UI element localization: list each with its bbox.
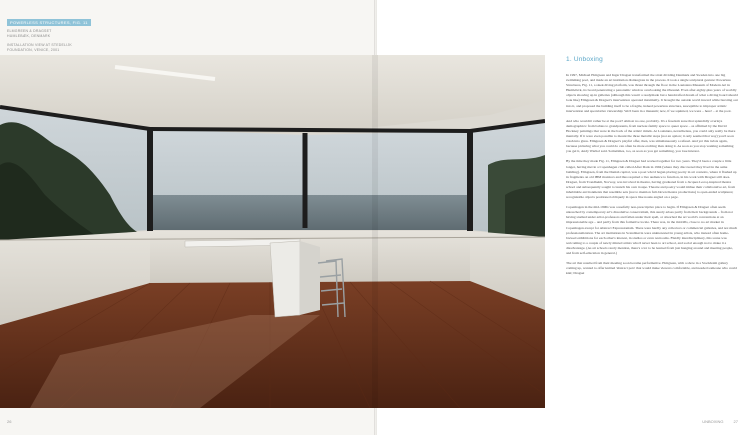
caption-tag: POWERLESS STRUCTURES, FIG. 11: [7, 19, 91, 26]
caption-line-1: ELMGREEN & DRAGSET: [7, 29, 52, 33]
paragraph: In 1997, Michael Elmgreen and Ingar Dragset transformed the strait dividing Denmark and Sweden into one big swimming pool, and made an art institution disintegrate in the process. It took a single sculptural gesture: Powerless Structures, Fig. 11, a sleek diving platform, was thrust through the floor in the Louisiana Museum of Modern Art in Humlebæk, its board penetrating a panoramic window overlooking the Øresund. Even after eighty-plus years of worldly objects showing up in galleries (although this wasn't a readymade but a handcrafted dream of what a diving board should look like) Elmgreen & Dragset's intervention operated maximally. It brought the outside world inward while bursting out into it, and proposed the building itself to be a fragile, indeed powerless structure, susceptible to improper artistic intervention and speculative viewership: We'd been in a museum; now, if we squinted, we were – here! – at the pool.: [566, 73, 738, 113]
article-text-column: [566, 56, 738, 281]
chapter-title: 1. Unboxing: [566, 56, 603, 63]
caption-line-3: INSTALLATION VIEW AT STEDELIJK: [7, 43, 72, 47]
caption-line-4: FOUNDATION, VENICE, 2001: [7, 48, 60, 52]
paragraph: Copenhagen in the mid-1990s was a usefully non-prescriptive place to begin. If Elmgreen & Dragset often seem untouched by contemporary art's dissolutive conservatism, this surely arises partly from their backgrounds – from not having studied under artist-professors and fallen under their spell, or absorbed the art world's conventions at an impressionable age – and partly from this formative locale. There was, in the mid-90s, close to no art market in Copenhagen except for Abstract Expressionism. There were hardly any collectors or commercial galleries, and not much professionalization. The art institutions in Scandinavia were uninterested in young artists, who instead often home-brewed exhibitions for each other's interest, in studios or even restrooms. Fluidly interdisciplinary, this scene was welcoming to a couple of newly minted artists who'd never been to art school, and social enough not to make it a disadvantage. (As art schools rarely mention, there's a lot to be learned from just hanging around and meeting people, and from self-education in general.): [566, 205, 738, 255]
image-caption-header: [7, 11, 91, 53]
right-page-number: 27: [733, 419, 738, 424]
paragraph: The art that resulted from their meeting soon became performative. Elmgreen, with a show in a Stockholm gallery coming up, wanted to offer knitted 'abstract pots' that would make viewers comfortable, and needed someone who could knit; Dragset: [566, 261, 737, 276]
paragraph: And who wouldn't rather be at the pool? Almost no one, probably. It's a freedom zone that splendidly overlays demographics: from babies to grandparents, from nuclear-family space to queer space – as affirmed by the David Hockney paintings that were in the back of the artists' minds. At Louisiana, nevertheless, you could only really be there mentally. If it were even possible to mount the three metallic steps (not an option; it only seemed that way) you'd soon crash into glass. Elmgreen & Dragset's playful offer, then, was simultaneously a refusal. And yet this twists again, because picturing what you could do can often be more exciting than doing it. As soon as you stop wanting something you get it, Andy Warhol said. Sometimes, too, as soon as you get something, you lose interest.: [566, 118, 736, 154]
left-page-number: 26: [7, 419, 12, 424]
room-with-diving-board-photo: [0, 55, 545, 408]
caption-line-2: HUMLEBÆK, DENMARK: [7, 34, 51, 38]
right-page-footer: [702, 419, 738, 424]
paragraph: By the time they made Fig. 11, Elmgreen & Dragset had worked together for two years. They'd been a couple a little longer, having met in a Copenhagen club called After Dark in 1994 (where they discovered they lived in the same building). Elmgreen, from the Danish capital, was a poet who'd begun placing poetry in art contexts, where it flashed up in fragments on old IBM monitors and thus required a live audience to function, in his work with Dragset still does. Dragset, from Trondheim, Norway, was involved in theatre, having graduated from a Jacques Lecoq-inspired theatre school and subsequently sought to launch his own troupe. Theatre and poetry would imbue their collaborative art, from inhabitable environments that resemble sets (not to mention full-blown theatre productions) to open-ended sculptures; recognisable objects positioned obliquely in space like nouns angled on a page.: [566, 159, 737, 200]
running-footer-label: UNBOXING: [702, 419, 724, 424]
